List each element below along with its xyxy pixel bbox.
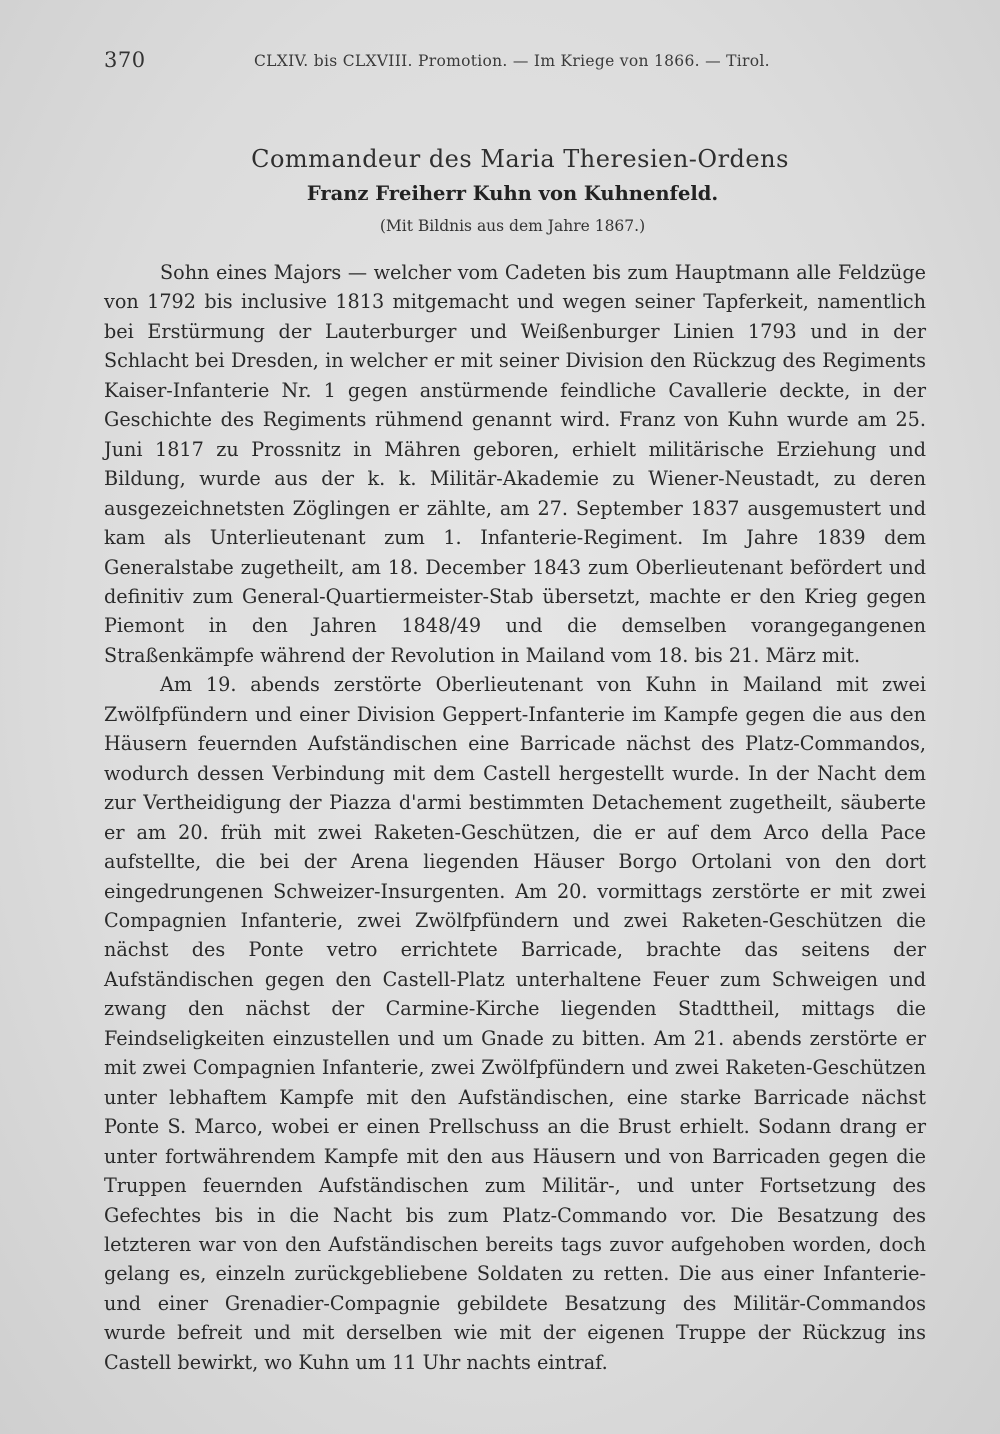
body-text [104, 258, 926, 1377]
page-number: 370 [104, 48, 146, 72]
running-header [104, 48, 924, 78]
section-heading [0, 142, 1000, 238]
person-name: Franz Freiherr Kuhn von Kuhnenfeld. [306, 182, 719, 205]
order-title: Commandeur des Maria Theresien-Ordens [251, 145, 789, 173]
paragraph: Sohn eines Majors — welcher vom Cadeten bis zum Hauptmann alle Feldzüge von 1792 bis inclusive 1813 mitgemacht und wegen seiner Tapferkeit, namentlich bei Erstürmung der Lauterburger und Weißenburger Linien 1793 und in der Schlacht bei Dresden, in welcher er mit seiner Division den Rückzug des Regiments Kaiser-Infanterie Nr. 1 gegen anstürmende feindliche Cavallerie deckte, in der Geschichte des Regiments rühmend genannt wird. Franz von Kuhn wurde am 25. Juni 1817 zu Prossnitz in Mähren geboren, erhielt militärische Erziehung und Bildung, wurde aus der k. k. Militär-Akademie zu Wiener-Neustadt, zu deren ausgezeichnetsten Zöglingen er zählte, am 27. September 1837 ausgemustert und kam als Unterlieutenant zum 1. Infanterie-Regiment. Im Jahre 1839 dem Generalstabe zugetheilt, am 18. December 1843 zum Oberlieutenant befördert und definitiv zum General-Quartiermeister-Stab übersetzt, machte er den Krieg gegen Piemont in den Jahren 1848/49 und die demselben vorangegangenen Straßenkämpfe während der Revolution in Mailand vom 18. bis 21. März mit. [104, 261, 926, 667]
running-header-title: CLXIV. bis CLXVIII. Promotion. — Im Kriege von 1866. — Tirol. [254, 52, 770, 70]
portrait-note: (Mit Bildnis aus dem Jahre 1867.) [379, 217, 646, 235]
paragraph: Am 19. abends zerstörte Oberlieutenant von Kuhn in Mailand mit zwei Zwölfpfündern und einer Division Geppert-Infanterie im Kampfe gegen die aus den Häusern feuernden Aufständischen eine Barricade nächst des Platz-Commandos, wodurch dessen Verbindung mit dem Castell hergestellt wurde. In der Nacht dem zur Vertheidigung der Piazza d'armi bestimmten Detachement zugetheilt, säuberte er am 20. früh mit zwei Raketen-Geschützen, die er auf dem Arco della Pace aufstellte, die bei der Arena liegenden Häuser Borgo Ortolani von den dort eingedrungenen Schweizer-Insurgenten. Am 20. vormittags zerstörte er mit zwei Compagnien Infanterie, zwei Zwölfpfündern und zwei Raketen-Geschützen die nächst des Ponte vetro errichtete Barricade, brachte das seitens der Aufständischen gegen den Castell-Platz unterhaltene Feuer zum Schweigen und zwang den nächst der Carmine-Kirche liegenden Stadttheil, mittags die Feindseligkeiten einzustellen und um Gnade zu bitten. Am 21. abends zerstörte er mit zwei Compagnien Infanterie, zwei Zwölfpfündern und zwei Raketen-Geschützen unter lebhaftem Kampfe mit den Aufständischen, eine starke Barricade nächst Ponte S. Marco, wobei er einen Prellschuss an die Brust erhielt. Sodann drang er unter fortwährendem Kampfe mit den aus Häusern und von Barricaden gegen die Truppen feuernden Aufständischen zum Militär-, und unter Fortsetzung des Gefechtes bis in die Nacht bis zum Platz-Commando vor. Die Besatzung des letzteren war von den Aufständischen bereits tags zuvor aufgehoben worden, doch gelang es, einzeln zurückgebliebene Soldaten zu retten. Die aus einer Infanterie- und einer Grenadier-Compagnie gebildete Besatzung des Militär-Commandos wurde befreit und mit derselben wie mit der eigenen Truppe der Rückzug ins Castell bewirkt, wo Kuhn um 11 Uhr nachts eintraf. [104, 673, 926, 1374]
